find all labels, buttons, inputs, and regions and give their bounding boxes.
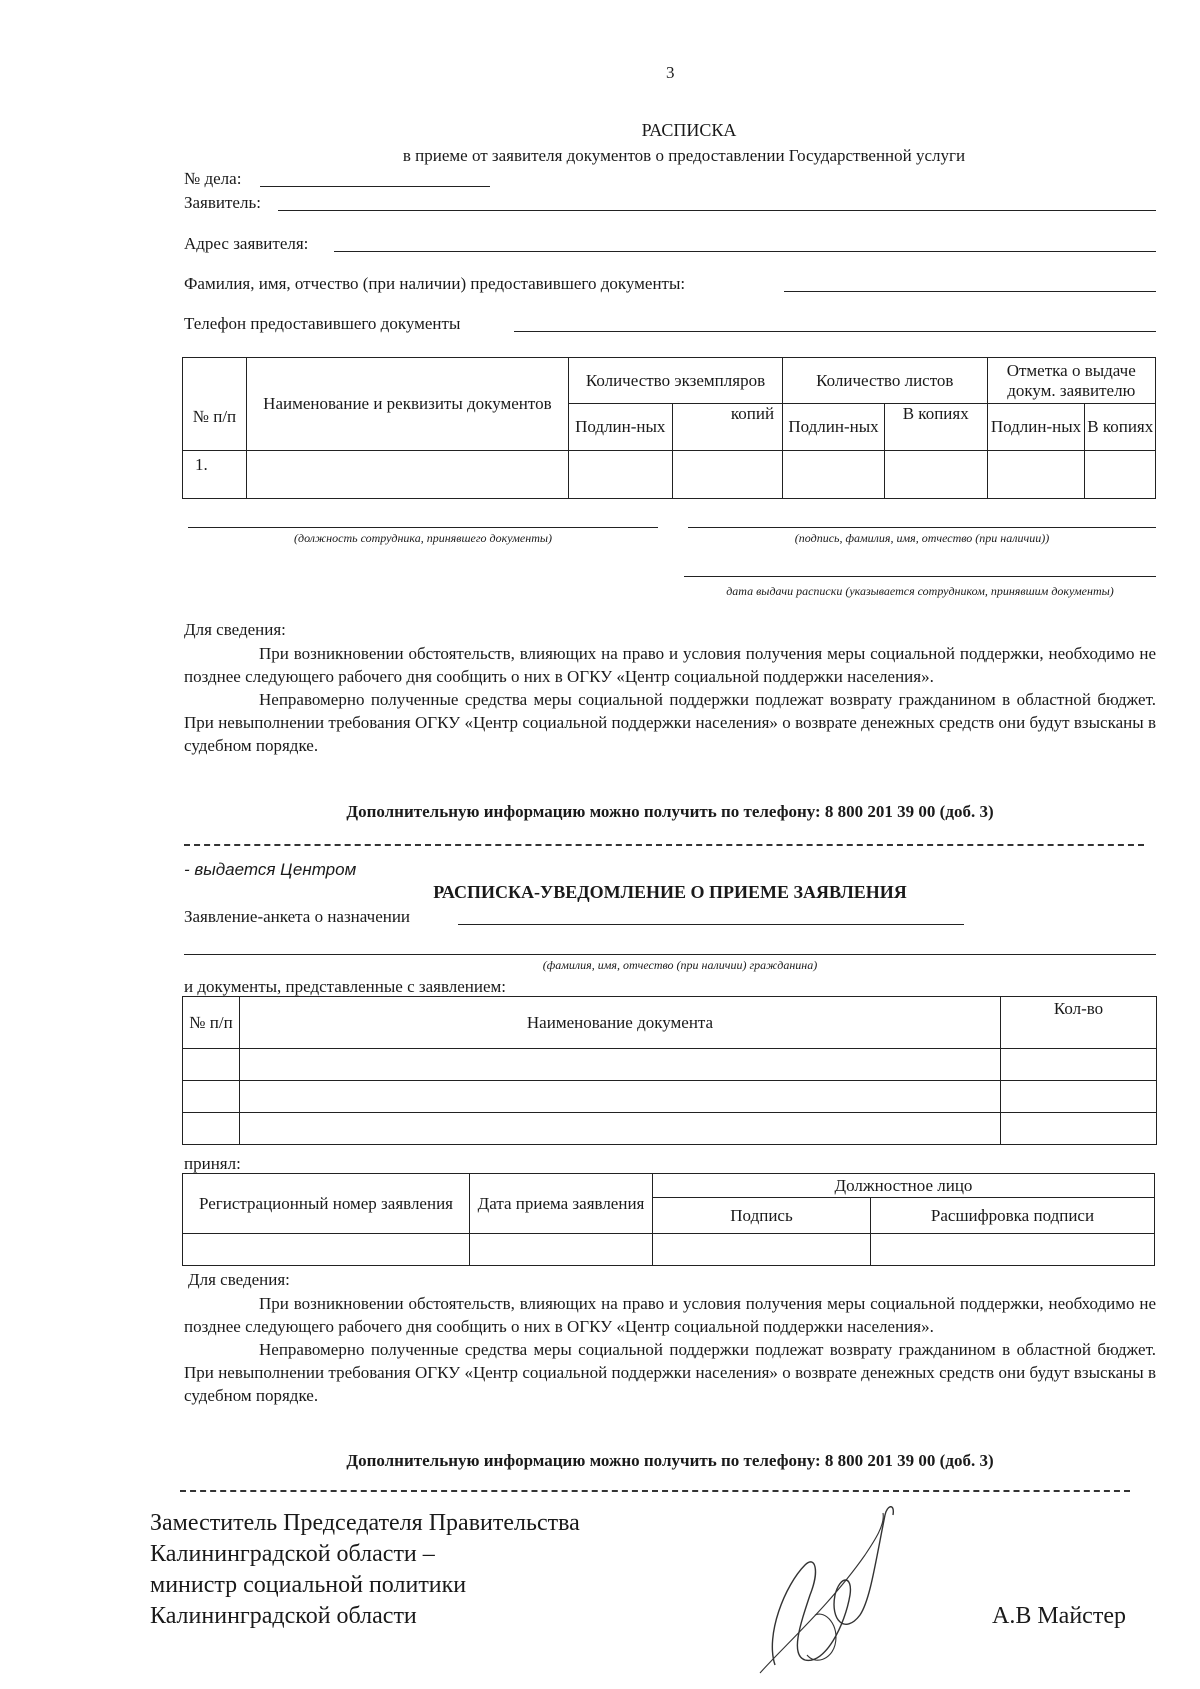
registration-table bbox=[182, 1173, 1155, 1266]
page-number: 3 bbox=[666, 63, 675, 82]
submitted-docs-table bbox=[182, 996, 1157, 1145]
fio-label: Фамилия, имя, отчество (при наличии) предоставившего документы: bbox=[184, 274, 686, 293]
address-field[interactable] bbox=[334, 251, 1156, 252]
notification-title: РАСПИСКА-УВЕДОМЛЕНИЕ О ПРИЕМЕ ЗАЯВЛЕНИЯ bbox=[433, 882, 907, 902]
info-phone: Дополнительную информацию можно получить по телефону: 8 800 201 39 00 (доб. 3) bbox=[346, 802, 994, 821]
table-cell[interactable] bbox=[884, 451, 987, 499]
signatory-name: А.В Майстер bbox=[992, 1603, 1126, 1629]
table-cell[interactable] bbox=[240, 1049, 1001, 1081]
th-official: Должностное лицо bbox=[653, 1174, 1155, 1198]
signatory-line-2: Калининградской области – bbox=[150, 1541, 435, 1567]
table-cell[interactable] bbox=[1001, 1113, 1157, 1145]
table-cell[interactable] bbox=[240, 1113, 1001, 1145]
signatory-line-3: министр социальной политики bbox=[150, 1572, 467, 1598]
notice-paragraph-1: При возникновении обстоятельств, влияющих на право и условия получения меры социальной поддержки, необходимо не позднее следующего рабочего дня сообщить о них в ОГКУ «Центр социальной поддержки населения». bbox=[184, 644, 1156, 686]
signatory-line-1: Заместитель Председателя Правительства bbox=[150, 1510, 580, 1536]
th-issue: Отметка о выдаче докум. заявителю bbox=[987, 358, 1156, 404]
case-number-field[interactable] bbox=[260, 186, 490, 187]
issued-by-note: - выдается Центром bbox=[184, 860, 357, 879]
table-cell[interactable] bbox=[183, 1113, 240, 1145]
notice-paragraph-2b: Неправомерно полученные средства меры социальной поддержки подлежат возврату гражданином в областной бюджет. При невыполнении требования ОГКУ «Центр социальной поддержки населения» о возврате денежных средств они будут взысканы в судебном порядке. bbox=[184, 1340, 1156, 1405]
documents-table bbox=[182, 357, 1156, 499]
th-copies-issued: В копиях bbox=[1085, 404, 1156, 451]
th-copies-sheets: В копиях bbox=[884, 404, 987, 451]
table-cell[interactable] bbox=[183, 1234, 470, 1266]
phone-field[interactable] bbox=[514, 331, 1156, 332]
signature-caption: (подпись, фамилия, имя, отчество (при наличии)) bbox=[794, 531, 1050, 545]
table-cell[interactable] bbox=[783, 451, 885, 499]
th-copies-count: копий bbox=[672, 404, 782, 451]
th-originals: Подлин-ных bbox=[568, 404, 672, 451]
table-cell[interactable] bbox=[987, 451, 1085, 499]
signatory-title bbox=[150, 1508, 580, 1632]
th-originals-issued: Подлин-ных bbox=[987, 404, 1085, 451]
table-cell[interactable] bbox=[240, 1081, 1001, 1113]
row-number: 1. bbox=[183, 451, 247, 499]
citizen-fio-line[interactable] bbox=[184, 954, 1156, 955]
table-cell[interactable] bbox=[1001, 1049, 1157, 1081]
notice-heading: Для сведения: bbox=[184, 620, 286, 639]
th-copies: Количество экземпляров bbox=[568, 358, 782, 404]
notice-body bbox=[184, 642, 1156, 757]
table-cell[interactable] bbox=[246, 451, 568, 499]
cut-line bbox=[184, 844, 1144, 846]
info-phone-2: Дополнительную информацию можно получить по телефону: 8 800 201 39 00 (доб. 3) bbox=[346, 1451, 994, 1470]
th-sheets: Количество листов bbox=[783, 358, 987, 404]
date-caption: дата выдачи расписки (указывается сотрудником, принявшим документы) bbox=[726, 584, 1114, 598]
phone-label: Телефон предоставившего документы bbox=[184, 314, 461, 333]
table-cell[interactable] bbox=[1001, 1081, 1157, 1113]
accepted-label: принял: bbox=[184, 1154, 241, 1173]
fio-field[interactable] bbox=[784, 291, 1156, 292]
th-reg-date: Дата приема заявления bbox=[470, 1174, 653, 1234]
signatory-line-4: Калининградской области bbox=[150, 1603, 417, 1629]
table-cell[interactable] bbox=[672, 451, 782, 499]
table-cell[interactable] bbox=[183, 1049, 240, 1081]
handwritten-signature bbox=[745, 1495, 905, 1685]
signature-line[interactable] bbox=[688, 527, 1156, 528]
docs-label: и документы, представленные с заявлением: bbox=[184, 977, 507, 996]
application-label: Заявление-анкета о назначении bbox=[184, 907, 411, 926]
applicant-field[interactable] bbox=[278, 210, 1156, 211]
case-number-label: № дела: bbox=[184, 169, 242, 188]
notice-paragraph-2: Неправомерно полученные средства меры социальной поддержки подлежат возврату гражданином в областной бюджет. При невыполнении требования ОГКУ «Центр социальной поддержки населения» о возврате денежных средств они будут взысканы в судебном порядке. bbox=[184, 690, 1156, 755]
th-name: Наименование и реквизиты документов bbox=[246, 358, 568, 451]
th-signature: Подпись bbox=[653, 1198, 871, 1234]
receipt-title: РАСПИСКА bbox=[641, 120, 737, 140]
table-cell[interactable] bbox=[653, 1234, 871, 1266]
table-cell[interactable] bbox=[1085, 451, 1156, 499]
citizen-fio-caption: (фамилия, имя, отчество (при наличии) гражданина) bbox=[542, 958, 818, 972]
th-doc-no: № п/п bbox=[183, 997, 240, 1049]
table-cell[interactable] bbox=[470, 1234, 653, 1266]
application-field[interactable] bbox=[458, 924, 964, 925]
notice-body-2 bbox=[184, 1292, 1156, 1407]
th-originals-sheets: Подлин-ных bbox=[783, 404, 885, 451]
table-cell[interactable] bbox=[183, 1081, 240, 1113]
applicant-label: Заявитель: bbox=[184, 193, 261, 212]
th-reg-number: Регистрационный номер заявления bbox=[183, 1174, 470, 1234]
address-label: Адрес заявителя: bbox=[184, 234, 309, 253]
th-doc-name: Наименование документа bbox=[240, 997, 1001, 1049]
th-no: № п/п bbox=[183, 358, 247, 451]
notice-heading-2: Для сведения: bbox=[188, 1270, 290, 1289]
cut-line-2 bbox=[180, 1490, 1130, 1492]
date-line[interactable] bbox=[684, 576, 1156, 577]
th-decoding: Расшифровка подписи bbox=[871, 1198, 1155, 1234]
position-line[interactable] bbox=[188, 527, 658, 528]
receipt-subtitle: в приеме от заявителя документов о предоставлении Государственной услуги bbox=[402, 146, 966, 165]
table-cell[interactable] bbox=[568, 451, 672, 499]
table-cell[interactable] bbox=[871, 1234, 1155, 1266]
notice-paragraph-1b: При возникновении обстоятельств, влияющих на право и условия получения меры социальной поддержки, необходимо не позднее следующего рабочего дня сообщить о них в ОГКУ «Центр социальной поддержки населения». bbox=[184, 1294, 1156, 1336]
position-caption: (должность сотрудника, принявшего документы) bbox=[294, 531, 552, 545]
th-doc-qty: Кол-во bbox=[1001, 997, 1157, 1049]
